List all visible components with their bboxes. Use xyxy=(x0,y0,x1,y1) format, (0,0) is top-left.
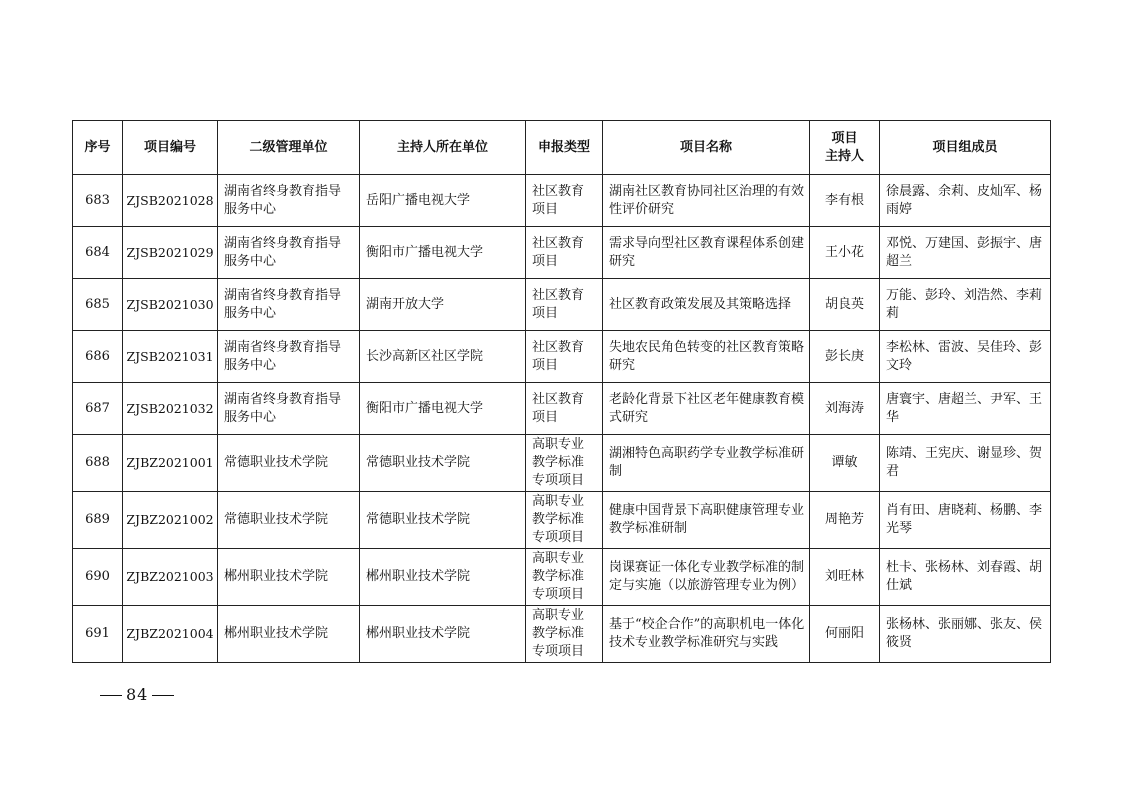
table-header-row xyxy=(73,121,1051,175)
cell-application-type: 社区教育项目 xyxy=(526,383,603,435)
cell-host-unit: 衡阳市广播电视大学 xyxy=(360,383,526,435)
cell-project-name: 湖湘特色高职药学专业教学标准研制 xyxy=(603,435,810,492)
cell-host: 胡良英 xyxy=(810,279,880,331)
cell-host: 何丽阳 xyxy=(810,606,880,663)
cell-members: 李松林、雷波、吴佳玲、彭文玲 xyxy=(880,331,1051,383)
cell-project-code: ZJBZ2021004 xyxy=(123,606,218,663)
cell-members: 陈靖、王宪庆、谢显珍、贺君 xyxy=(880,435,1051,492)
cell-seq: 683 xyxy=(73,175,123,227)
header-project-name: 项目名称 xyxy=(603,121,810,175)
cell-application-type: 社区教育项目 xyxy=(526,331,603,383)
cell-project-code: ZJSB2021029 xyxy=(123,227,218,279)
cell-project-code: ZJSB2021028 xyxy=(123,175,218,227)
header-members: 项目组成员 xyxy=(880,121,1051,175)
cell-seq: 684 xyxy=(73,227,123,279)
table-row xyxy=(73,606,1051,663)
cell-seq: 687 xyxy=(73,383,123,435)
table-row xyxy=(73,227,1051,279)
cell-application-type: 高职专业教学标准专项项目 xyxy=(526,492,603,549)
cell-management-unit: 郴州职业技术学院 xyxy=(218,549,360,606)
cell-host-unit: 郴州职业技术学院 xyxy=(360,606,526,663)
cell-host: 彭长庚 xyxy=(810,331,880,383)
cell-project-code: ZJSB2021032 xyxy=(123,383,218,435)
cell-host: 李有根 xyxy=(810,175,880,227)
page-footer xyxy=(96,685,178,704)
footer-dash-left xyxy=(100,695,122,696)
table-row xyxy=(73,549,1051,606)
cell-host-unit: 湖南开放大学 xyxy=(360,279,526,331)
cell-host-unit: 岳阳广播电视大学 xyxy=(360,175,526,227)
cell-project-name: 失地农民角色转变的社区教育策略研究 xyxy=(603,331,810,383)
cell-project-name: 湖南社区教育协同社区治理的有效性评价研究 xyxy=(603,175,810,227)
cell-members: 万能、彭玲、刘浩然、李莉莉 xyxy=(880,279,1051,331)
table-row xyxy=(73,279,1051,331)
table-row xyxy=(73,331,1051,383)
cell-application-type: 高职专业教学标准专项项目 xyxy=(526,606,603,663)
cell-host-unit: 常德职业技术学院 xyxy=(360,492,526,549)
table-body xyxy=(73,175,1051,663)
cell-seq: 689 xyxy=(73,492,123,549)
project-table xyxy=(72,120,1051,663)
header-project-code: 项目编号 xyxy=(123,121,218,175)
cell-members: 徐晨露、余莉、皮灿军、杨雨婷 xyxy=(880,175,1051,227)
cell-project-code: ZJSB2021031 xyxy=(123,331,218,383)
cell-management-unit: 常德职业技术学院 xyxy=(218,492,360,549)
header-seq: 序号 xyxy=(73,121,123,175)
cell-project-code: ZJSB2021030 xyxy=(123,279,218,331)
cell-seq: 690 xyxy=(73,549,123,606)
cell-seq: 691 xyxy=(73,606,123,663)
cell-application-type: 社区教育项目 xyxy=(526,279,603,331)
cell-host: 谭敏 xyxy=(810,435,880,492)
cell-management-unit: 常德职业技术学院 xyxy=(218,435,360,492)
cell-project-code: ZJBZ2021001 xyxy=(123,435,218,492)
cell-members: 张杨林、张丽娜、张友、侯筱贤 xyxy=(880,606,1051,663)
cell-application-type: 社区教育项目 xyxy=(526,227,603,279)
cell-host-unit: 长沙高新区社区学院 xyxy=(360,331,526,383)
cell-management-unit: 湖南省终身教育指导服务中心 xyxy=(218,331,360,383)
cell-host: 周艳芳 xyxy=(810,492,880,549)
cell-application-type: 高职专业教学标准专项项目 xyxy=(526,435,603,492)
cell-project-name: 基于“校企合作”的高职机电一体化技术专业教学标准研究与实践 xyxy=(603,606,810,663)
cell-host: 王小花 xyxy=(810,227,880,279)
cell-members: 杜卡、张杨林、刘春霞、胡仕斌 xyxy=(880,549,1051,606)
cell-host-unit: 衡阳市广播电视大学 xyxy=(360,227,526,279)
cell-application-type: 社区教育项目 xyxy=(526,175,603,227)
cell-management-unit: 湖南省终身教育指导服务中心 xyxy=(218,175,360,227)
header-host: 项目 主持人 xyxy=(810,121,880,175)
cell-members: 唐寰宇、唐超兰、尹军、王华 xyxy=(880,383,1051,435)
cell-management-unit: 湖南省终身教育指导服务中心 xyxy=(218,279,360,331)
cell-management-unit: 郴州职业技术学院 xyxy=(218,606,360,663)
table-row xyxy=(73,175,1051,227)
table-row xyxy=(73,383,1051,435)
cell-project-name: 岗课赛证一体化专业教学标准的制定与实施（以旅游管理专业为例） xyxy=(603,549,810,606)
page-number: 84 xyxy=(126,685,149,704)
cell-host-unit: 常德职业技术学院 xyxy=(360,435,526,492)
cell-project-name: 社区教育政策发展及其策略选择 xyxy=(603,279,810,331)
cell-application-type: 高职专业教学标准专项项目 xyxy=(526,549,603,606)
cell-project-name: 健康中国背景下高职健康管理专业教学标准研制 xyxy=(603,492,810,549)
cell-management-unit: 湖南省终身教育指导服务中心 xyxy=(218,227,360,279)
cell-seq: 686 xyxy=(73,331,123,383)
cell-members: 肖有田、唐晓莉、杨鹏、李光琴 xyxy=(880,492,1051,549)
header-application-type: 申报类型 xyxy=(526,121,603,175)
footer-dash-right xyxy=(152,695,174,696)
cell-project-name: 需求导向型社区教育课程体系创建研究 xyxy=(603,227,810,279)
cell-project-code: ZJBZ2021003 xyxy=(123,549,218,606)
cell-host: 刘海涛 xyxy=(810,383,880,435)
project-table-container xyxy=(72,120,1050,663)
cell-seq: 685 xyxy=(73,279,123,331)
cell-project-code: ZJBZ2021002 xyxy=(123,492,218,549)
cell-host-unit: 郴州职业技术学院 xyxy=(360,549,526,606)
cell-host: 刘旺林 xyxy=(810,549,880,606)
table-row xyxy=(73,435,1051,492)
header-management-unit: 二级管理单位 xyxy=(218,121,360,175)
header-host-unit: 主持人所在单位 xyxy=(360,121,526,175)
cell-project-name: 老龄化背景下社区老年健康教育模式研究 xyxy=(603,383,810,435)
cell-members: 邓悦、万建国、彭振宇、唐超兰 xyxy=(880,227,1051,279)
cell-seq: 688 xyxy=(73,435,123,492)
table-row xyxy=(73,492,1051,549)
cell-management-unit: 湖南省终身教育指导服务中心 xyxy=(218,383,360,435)
